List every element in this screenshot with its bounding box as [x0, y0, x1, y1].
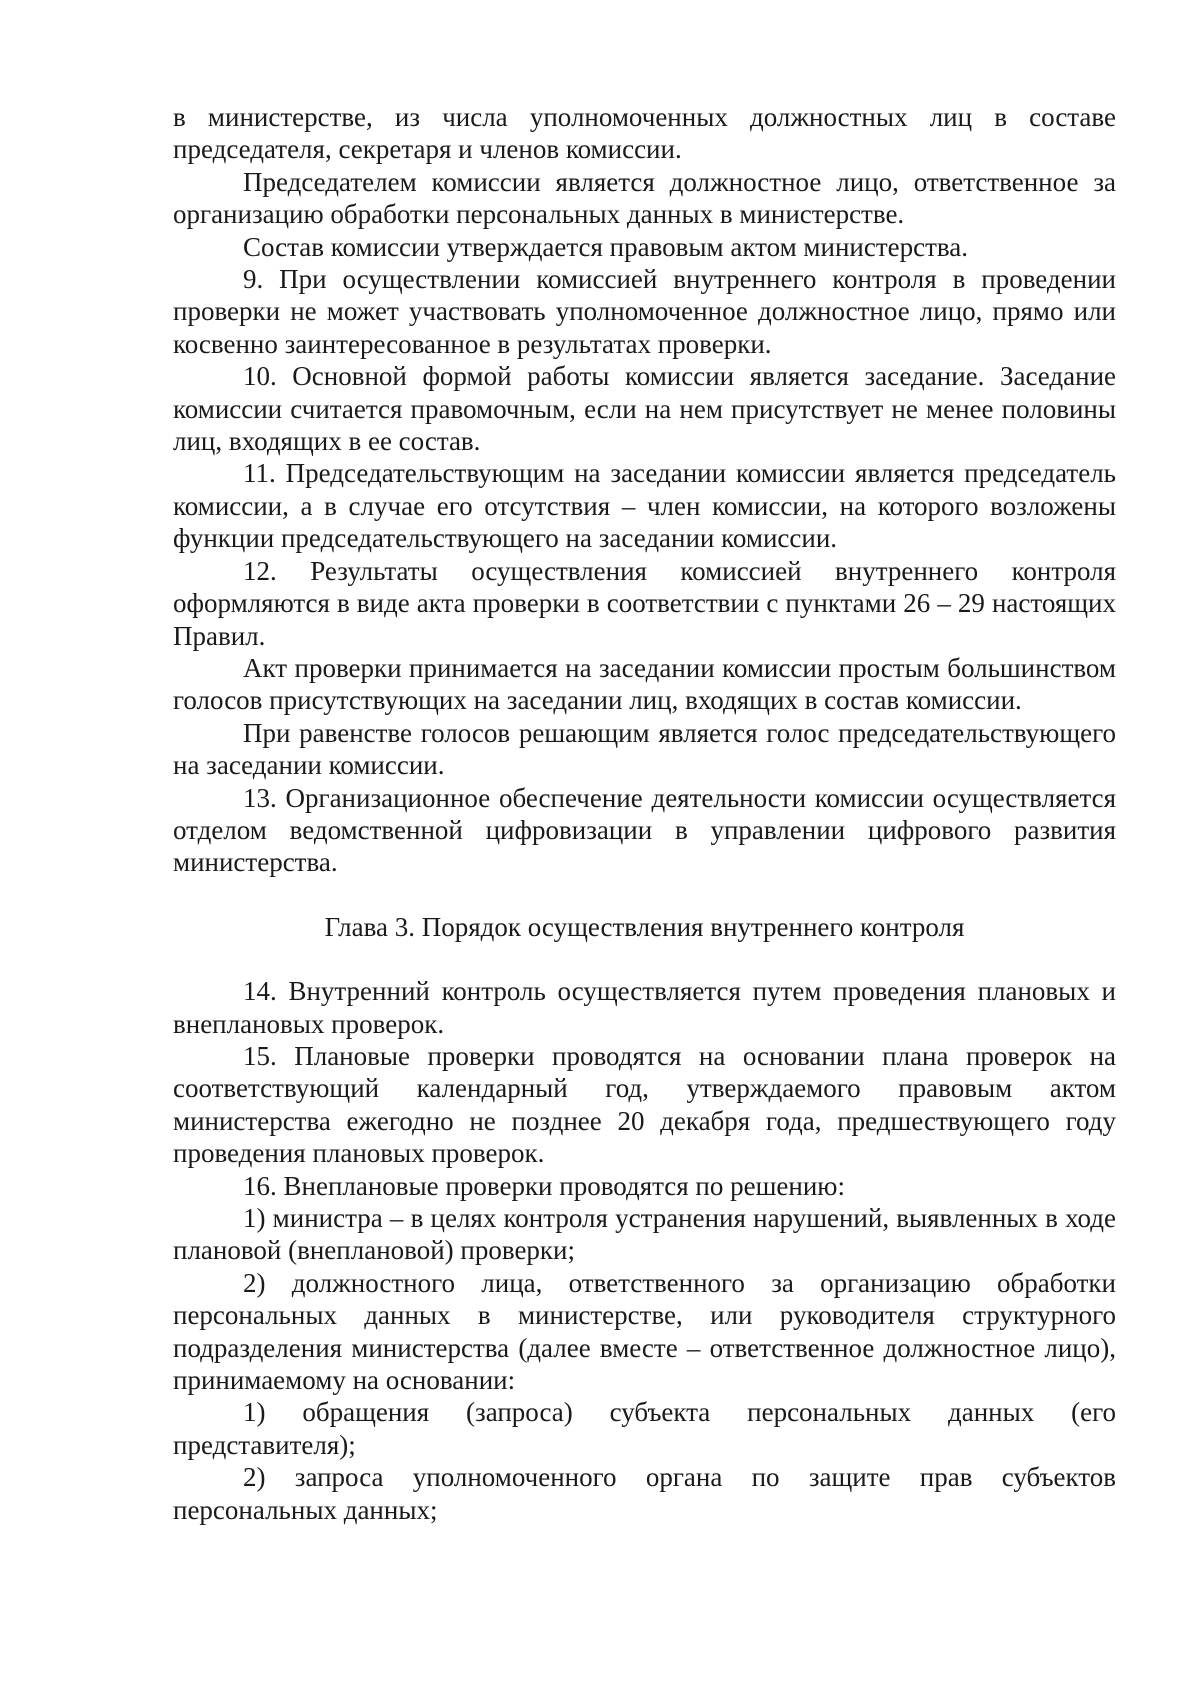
paragraph-item-14: 14. Внутренний контроль осуществляется путем проведения плановых и внеплановых проверок.	[173, 976, 1116, 1039]
document-body	[173, 101, 1116, 1526]
paragraph-item-11: 11. Председательствующим на заседании комиссии является председатель комиссии, а в случае его отсутствия – член комиссии, на которого возложены функции председательствующего на заседании комиссии.	[173, 458, 1116, 554]
paragraph-tie-vote: При равенстве голосов решающим является голос председательствующего на заседании комиссии.	[173, 717, 1116, 781]
paragraph-item-16: 16. Внеплановые проверки проводятся по решению:	[243, 1170, 845, 1201]
paragraph-item-15: 15. Плановые проверки проводятся на основании плана проверок на соответствующий календарный год, утверждаемого правовым актом министерства ежегодно не позднее 20 декабря года, предшествующего году проведения плановых проверок.	[173, 1040, 1116, 1169]
paragraph-subitem-responsible-person: 2) должностного лица, ответственного за организацию обработки персональных данных в министерстве, или руководителя структурного подразделения министерства (далее вместе – ответственное должностное лицо), принимаемому на основании:	[173, 1267, 1116, 1396]
paragraph-item-9: 9. При осуществлении комиссией внутреннего контроля в проведении проверки не может участвовать уполномоченное должностное лицо, прямо или косвенно заинтересованное в результатах проверки.	[173, 264, 1116, 359]
paragraph-subitem-authority-request: 2) запроса уполномоченного органа по защите прав субъектов персональных данных;	[173, 1462, 1116, 1525]
paragraph-item-12: 12. Результаты осуществления комиссией внутреннего контроля оформляются в виде акта проверки в соответствии с пунктами 26 – 29 настоящих Правил.	[173, 555, 1116, 651]
paragraph-continuation: в министерстве, из числа уполномоченных должностных лиц в составе председателя, секретаря и членов комиссии.	[173, 102, 1116, 165]
paragraph-item-10: 10. Основной формой работы комиссии является заседание. Заседание комиссии считается правомочным, если на нем присутствует не менее половины лиц, входящих в ее состав.	[173, 361, 1116, 457]
paragraph-act-adoption: Акт проверки принимается на заседании комиссии простым большинством голосов присутствующих на заседании лиц, входящих в состав комиссии.	[173, 652, 1116, 716]
paragraph-item-13: 13. Организационное обеспечение деятельности комиссии осуществляется отделом ведомственной цифровизации в управлении цифрового развития министерства.	[173, 782, 1116, 878]
paragraph-chairman: Председателем комиссии является должностное лицо, ответственное за организацию обработки персональных данных в министерстве.	[173, 166, 1116, 230]
chapter-heading: Глава 3. Порядок осуществления внутреннего контроля	[324, 911, 965, 942]
paragraph-subitem-minister: 1) министра – в целях контроля устранения нарушений, выявленных в ходе плановой (внеплановой) проверки;	[173, 1203, 1116, 1266]
paragraph-subitem-subject-request: 1) обращения (запроса) субъекта персональных данных (его представителя);	[173, 1397, 1116, 1460]
paragraph-composition: Состав комиссии утверждается правовым актом министерства.	[243, 231, 969, 262]
